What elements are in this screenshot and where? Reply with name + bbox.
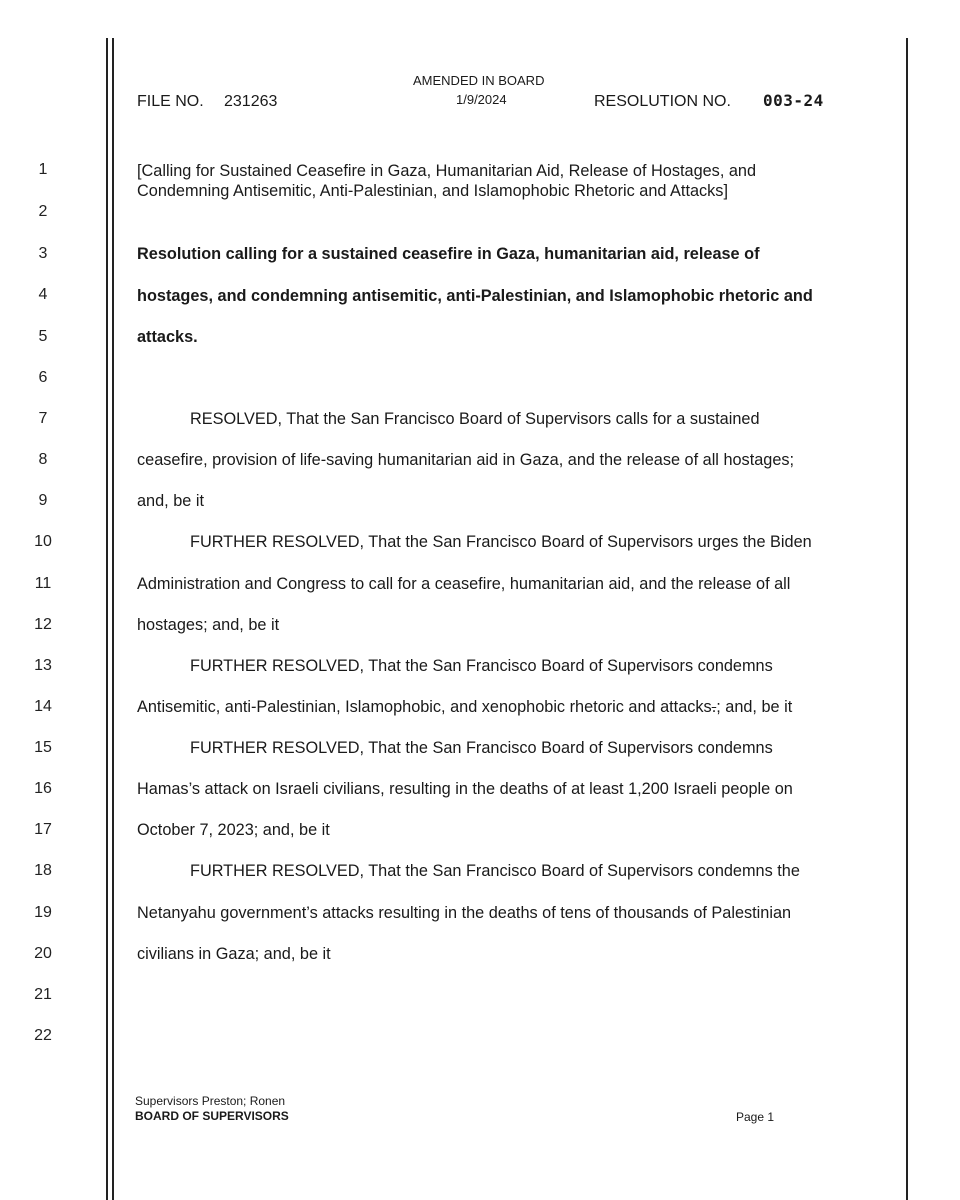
resolved-p5-line-2: Netanyahu government’s attacks resulting in the deaths of tens of thousands of Palestinian [137,904,792,922]
line-number: 18 [34,862,52,879]
resolved-p3-text: Antisemitic, anti-Palestinian, Islamophobic, and xenophobic rhetoric and attacks [137,698,712,716]
resolved-p3-line-2 [137,698,792,717]
resolved-p5-line-1: FURTHER RESOLVED, That the San Francisco Board of Supervisors condemns the [190,862,800,880]
resolved-p2-line-1: FURTHER RESOLVED, That the San Francisco Board of Supervisors urges the Biden [190,533,812,551]
line-number: 4 [38,286,48,303]
amended-label: AMENDED IN BOARD [413,73,545,88]
resolved-p1-line-3: and, be it [137,492,204,510]
line-number: 22 [34,1027,52,1044]
caption-line-1: [Calling for Sustained Ceasefire in Gaza, Humanitarian Aid, Release of Hostages, and [137,162,757,180]
left-margin-rule-inner [112,38,114,1200]
line-number: 15 [34,739,52,756]
amended-date: 1/9/2024 [456,92,507,107]
footer-board: BOARD OF SUPERVISORS [135,1109,289,1123]
line-number: 14 [34,698,52,715]
file-label: FILE NO. [137,93,204,110]
summary-line-1: Resolution calling for a sustained ceasefire in Gaza, humanitarian aid, release of [137,245,760,263]
resolved-p2-line-3: hostages; and, be it [137,616,280,634]
resolution-label: RESOLUTION NO. [594,93,731,110]
line-number: 5 [38,328,48,345]
resolved-p4-line-3: October 7, 2023; and, be it [137,821,330,839]
resolved-p4-line-2: Hamas’s attack on Israeli civilians, resulting in the deaths of at least 1,200 Israeli people on [137,780,793,798]
resolved-p3-insertion: ; and, be it [716,698,793,716]
resolved-p4-line-1: FURTHER RESOLVED, That the San Francisco Board of Supervisors condemns [190,739,773,757]
footer-page-number: Page 1 [736,1110,775,1124]
footer-sponsors: Supervisors Preston; Ronen [135,1094,286,1108]
line-number: 11 [34,575,52,592]
file-number: 231263 [224,93,278,110]
caption-line-2: Condemning Antisemitic, Anti-Palestinian, and Islamophobic Rhetoric and Attacks] [137,182,728,200]
line-number: 10 [34,533,52,550]
resolved-p1-line-2: ceasefire, provision of life-saving humanitarian aid in Gaza, and the release of all hostages; [137,451,795,469]
resolved-p5-line-3: civilians in Gaza; and, be it [137,945,331,963]
line-number: 9 [38,492,48,509]
line-number: 13 [34,657,52,674]
line-number: 16 [34,780,52,797]
resolved-p3-line-1: FURTHER RESOLVED, That the San Francisco Board of Supervisors condemns [190,657,773,675]
struck-period: . [711,698,717,716]
right-margin-rule [906,38,908,1200]
line-number: 6 [38,369,48,386]
line-number: 19 [34,904,52,921]
resolution-number: 003-24 [763,91,824,110]
resolved-p1-line-1: RESOLVED, That the San Francisco Board of Supervisors calls for a sustained [190,410,760,428]
line-number: 20 [34,945,52,962]
resolved-p2-line-2: Administration and Congress to call for a ceasefire, humanitarian aid, and the release of all [137,575,791,593]
line-number: 2 [38,203,48,220]
line-number: 12 [34,616,52,633]
line-number: 17 [34,821,52,838]
left-margin-rule-outer [106,38,108,1200]
line-number: 3 [38,245,48,262]
line-number: 7 [38,410,48,427]
line-number: 8 [38,451,48,468]
line-number: 1 [38,161,48,178]
summary-line-3: attacks. [137,328,198,346]
summary-line-2: hostages, and condemning antisemitic, anti-Palestinian, and Islamophobic rhetoric and [137,287,813,305]
line-number: 21 [34,986,52,1003]
